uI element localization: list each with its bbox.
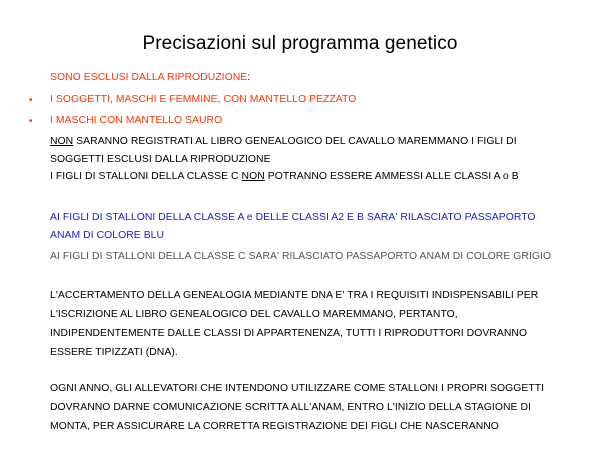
annual-line1: OGNI ANNO, GLI ALLEVATORI CHE INTENDONO UTILIZZARE COME STALLONI I PROPRI SOGGETTI xyxy=(50,383,545,394)
class-c-before: I FIGLI DI STALLONI DELLA CLASSE C xyxy=(50,171,242,182)
excluded-heading-colon: : xyxy=(247,72,251,83)
not-registered-rest: SARANNO REGISTRATI AL LIBRO GENEALOGICO DEL CAVALLO MAREMMANO I FIGLI DI xyxy=(73,136,517,147)
dna-line3: INDIPENDENTEMENTE DALLE CLASSI DI APPARTENENZA, TUTTI I RIPRODUTTORI DOVRANNO xyxy=(50,328,528,339)
excluded-heading xyxy=(50,72,250,83)
not-registered-line1 xyxy=(50,136,517,147)
passport-grey-line: AI FIGLI DI STALLONI DELLA CLASSE C SARA' RILASCIATO PASSAPORTO ANAM DI COLORE GRIGIO xyxy=(50,251,552,262)
not-registered-line2: SOGGETTI ESCLUSI DALLA RIPRODUZIONE xyxy=(50,154,271,165)
class-c-emphasis: NON xyxy=(241,171,265,182)
excluded-item-sauro: I MASCHI CON MANTELLO SAURO xyxy=(50,115,223,126)
dna-line4: ESSERE TIPIZZATI (DNA). xyxy=(50,347,178,358)
bullet-icon: • xyxy=(29,116,33,127)
excluded-item-pezzato: I SOGGETTI, MASCHI E FEMMINE, CON MANTELLO PEZZATO xyxy=(50,94,357,105)
class-c-line xyxy=(50,171,519,182)
class-c-after: POTRANNO ESSERE AMMESSI ALLE CLASSI A o B xyxy=(264,171,519,182)
annual-line2: DOVRANNO DARNE COMUNICAZIONE SCRITTA ALL'ANAM, ENTRO L'INIZIO DELLA STAGIONE DI xyxy=(50,402,531,413)
annual-line3: MONTA, PER ASSICURARE LA CORRETTA REGISTRAZIONE DEI FIGLI CHE NASCERANNO xyxy=(50,421,499,432)
dna-line1: L'ACCERTAMENTO DELLA GENEALOGIA MEDIANTE DNA E' TRA I REQUISITI INDISPENSABILI PER xyxy=(50,290,539,301)
not-registered-emphasis: NON xyxy=(50,136,74,147)
passport-blue-line1: AI FIGLI DI STALLONI DELLA CLASSE A e DELLE CLASSI A2 E B SARA' RILASCIATO PASSAPORTO xyxy=(50,212,536,223)
excluded-heading-text: SONO ESCLUSI DALLA RIPRODUZIONE xyxy=(50,72,248,83)
slide-title: Precisazioni sul programma genetico xyxy=(142,33,458,54)
passport-blue-line2: ANAM DI COLORE BLU xyxy=(50,230,165,241)
bullet-icon: • xyxy=(29,95,33,106)
dna-line2: L'ISCRIZIONE AL LIBRO GENEALOGICO DEL CAVALLO MAREMMANO, PERTANTO, xyxy=(50,309,458,320)
